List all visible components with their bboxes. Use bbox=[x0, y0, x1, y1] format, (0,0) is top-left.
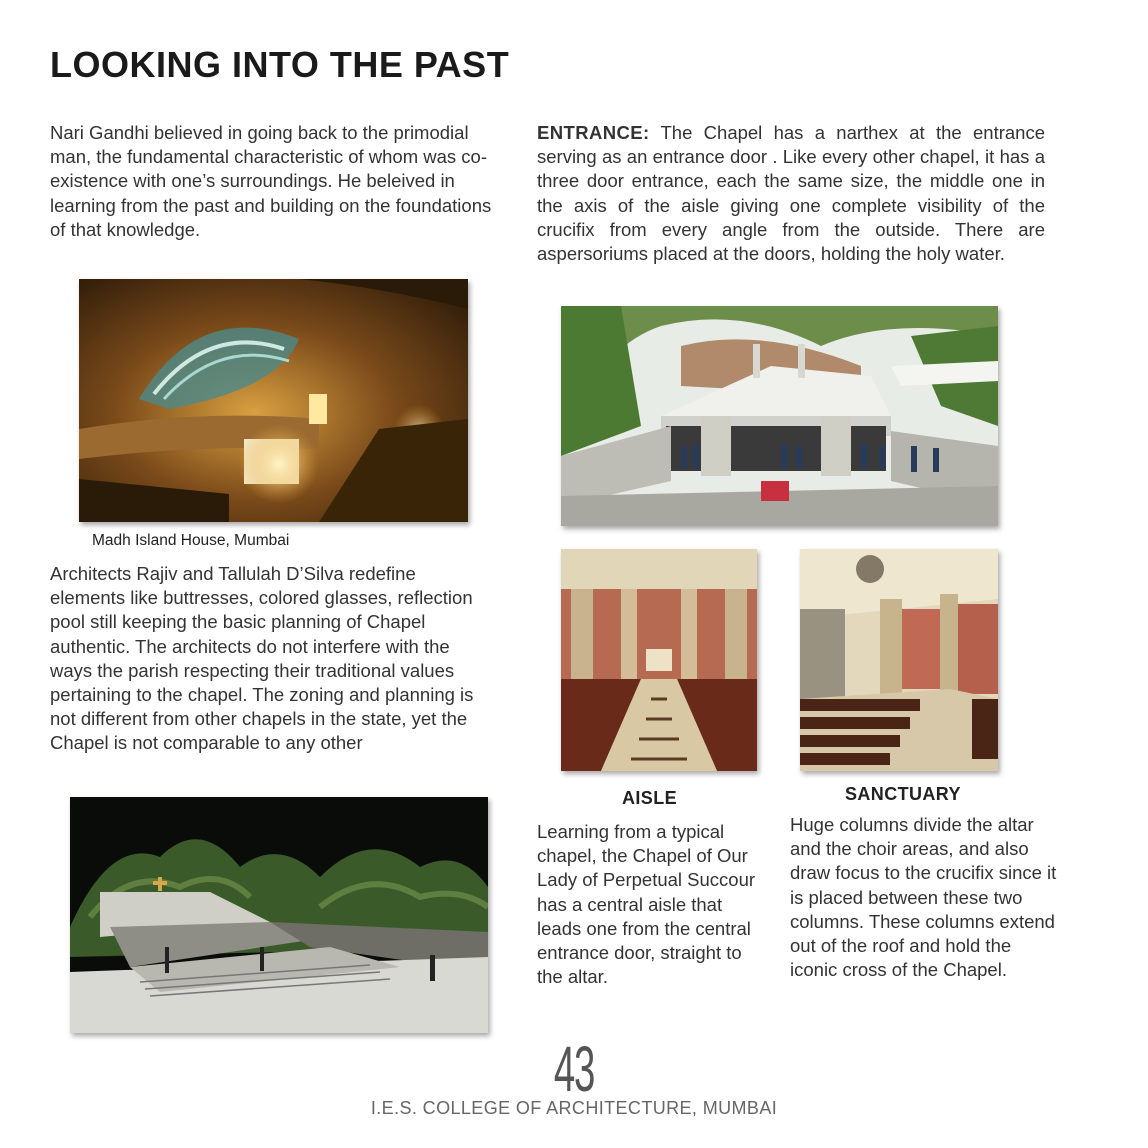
page-title: LOOKING INTO THE PAST bbox=[50, 44, 510, 85]
intro-paragraph: Nari Gandhi believed in going back to the primodial man, the fundamental characteristic of whom was co-existence with one’s surroundings. He beleived in learning from the past and building on the foundations of that knowledge. bbox=[50, 122, 492, 240]
madh-island-photo bbox=[79, 279, 468, 522]
sanctuary-photo bbox=[800, 549, 998, 771]
entrance-heading: ENTRANCE: bbox=[537, 122, 650, 143]
sanctuary-heading: SANCTUARY bbox=[845, 784, 961, 804]
aisle-heading: AISLE bbox=[622, 788, 678, 808]
entrance-paragraph bbox=[537, 121, 1045, 266]
chapel-night-render bbox=[70, 797, 488, 1033]
aisle-photo bbox=[561, 549, 757, 771]
madh-island-caption: Madh Island House, Mumbai bbox=[92, 532, 290, 549]
footer-college-name: I.E.S. COLLEGE OF ARCHITECTURE, MUMBAI bbox=[370, 1098, 778, 1118]
entrance-text: The Chapel has a narthex at the entrance serving as an entrance door . Like every other chapel, it has a three door entrance, each the same size, the middle one in the axis of the aisle giving one complete visibility of the crucifix from every angle from the outside. There are aspersoriums placed at the doors, holding the holy water. bbox=[537, 122, 1045, 265]
page-number: 43 bbox=[553, 1033, 595, 1105]
aisle-paragraph: Learning from a typical chapel, the Chapel of Our Lady of Perpetual Succour has a central aisle that leads one from the central entrance door, straight to the altar. bbox=[537, 821, 756, 988]
chapel-entrance-photo bbox=[561, 306, 998, 526]
sanctuary-paragraph: Huge columns divide the altar and the choir areas, and also draw focus to the crucifix since it is placed between these two columns. These columns extend out of the roof and hold the iconic cross of the Chapel. bbox=[790, 814, 1057, 981]
architects-paragraph: Architects Rajiv and Tallulah D’Silva redefine elements like buttresses, colored glasses, reflection pool still keeping the basic planning of Chapel authentic. The architects do not interfere with the ways the parish respecting their traditional values pertaining to the chapel. The zoning and planning is not different from other chapels in the state, yet the Chapel is not comparable to any other bbox=[50, 563, 474, 754]
